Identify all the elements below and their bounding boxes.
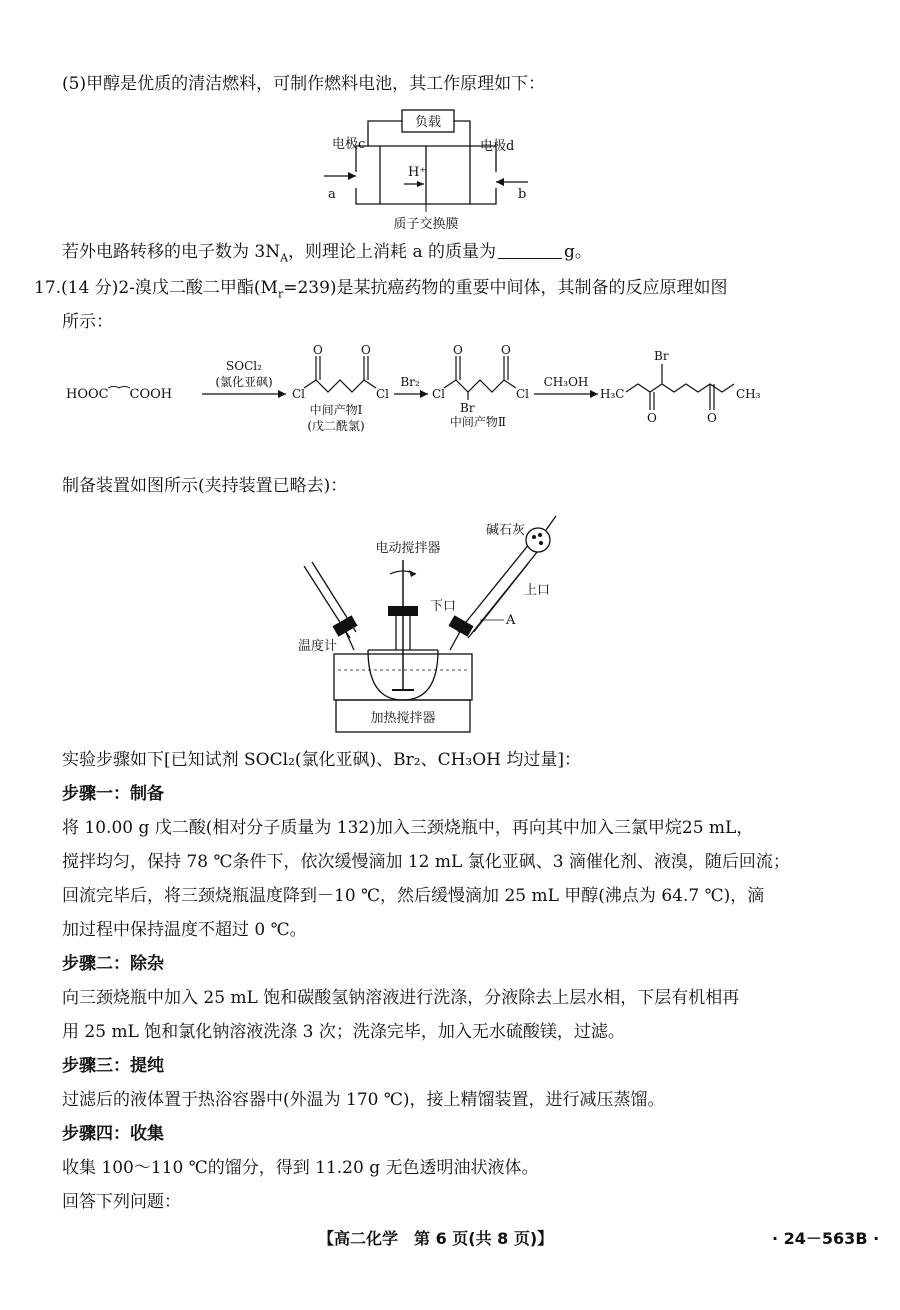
step2-line: 向三颈烧瓶中加入 25 mL 饱和碳酸氢钠溶液进行洗涤，分液除去上层水相，下层有机相再 [62, 988, 740, 1008]
step1-line: 将 10.00 g 戊二酸(相对分子质量为 132)加入三颈烧瓶中，再向其中加入三氯甲烷25 mL， [62, 818, 754, 838]
page-footer: 【高二化学 第 6 页(共 8 页)】 [318, 1229, 554, 1248]
thermometer-label: 温度计 [298, 639, 338, 654]
int2-label: 中间产物Ⅱ [449, 415, 507, 429]
inlet-b-label: b [518, 187, 527, 202]
q16-5-sub: A [280, 251, 289, 265]
label-a: A [506, 613, 516, 628]
load-label: 负载 [414, 115, 442, 130]
electrode-c-label: 电极c [332, 137, 366, 152]
reagent3-label: CH₃OH [543, 375, 589, 389]
upper-port-label: 上口 [524, 583, 551, 598]
step3-title: 步骤三：提纯 [62, 1056, 164, 1076]
q16-5-text-a: 若外电路转移的电子数为 3N [62, 242, 281, 262]
q16-5-intro: (5)甲醇是优质的清洁燃料，可制作燃料电池，其工作原理如下： [62, 74, 546, 94]
product-o1: O [647, 411, 657, 425]
int2-o2: O [501, 343, 511, 357]
stirrer-label: 电动搅拌器 [375, 541, 441, 556]
step3-line: 过滤后的液体置于热浴容器中(外温为 170 ℃)，接上精馏装置，进行减压蒸馏。 [62, 1090, 665, 1110]
int1-cl2: Cl [376, 387, 390, 401]
reaction-scheme [60, 340, 780, 440]
q16-5-text-b: ，则理论上消耗 a 的质量为 [288, 242, 497, 262]
inlet-a-label: a [328, 187, 336, 202]
answer-prompt: 回答下列问题： [62, 1192, 181, 1212]
step1-line: 搅拌均匀，保持 78 ℃条件下，依次缓慢滴加 12 mL 氯化亚砜、3 滴催化剂、液溴，随后回流； [62, 852, 790, 872]
q17-stem-b: =239)是某抗癌药物的重要中间体，其制备的反应原理如图 [283, 278, 728, 298]
int1-note: (戊二酰氯) [307, 419, 365, 433]
apparatus-diagram [290, 510, 590, 740]
q16-5-question [62, 240, 592, 270]
reactant-label: HOOC⁀⁀COOH [66, 387, 173, 402]
q16-5-unit: g。 [564, 242, 592, 262]
step4-title: 步骤四：收集 [62, 1124, 164, 1144]
product-ch3: CH₃ [736, 387, 761, 401]
int1-cl1: Cl [292, 387, 306, 401]
lower-port-label: 下口 [430, 599, 457, 614]
step4-line: 收集 100～110 ℃的馏分，得到 11.20 g 无色透明油状液体。 [62, 1158, 539, 1178]
q17-stem-line1 [34, 276, 728, 306]
step2-line: 用 25 mL 饱和氯化钠溶液洗涤 3 次；洗涤完毕，加入无水硫酸镁，过滤。 [62, 1022, 625, 1042]
q17-number: 17. [34, 278, 62, 298]
answer-blank[interactable] [498, 242, 562, 259]
soda-lime-label: 碱石灰 [486, 523, 526, 538]
electrode-d-label: 电极d [480, 139, 515, 154]
reagent1-note: (氯化亚砜) [215, 375, 273, 389]
int2-cl2: Cl [516, 387, 530, 401]
step2-title: 步骤二：除杂 [62, 954, 164, 974]
apparatus-intro: 制备装置如图所示(夹持装置已略去)： [62, 476, 348, 496]
int2-br: Br [460, 401, 475, 415]
product-o2: O [707, 411, 717, 425]
int1-label: 中间产物Ⅰ [309, 403, 363, 417]
step1-title: 步骤一：制备 [62, 784, 164, 804]
h-plus-label: H⁺ [408, 165, 427, 180]
q17-stem-a: 2-溴戊二酸二甲酯(M [118, 278, 278, 298]
int1-o1: O [313, 343, 323, 357]
q17-stem-line2: 所示： [62, 312, 113, 332]
product-br: Br [654, 349, 669, 363]
product-h3c: H₃C [600, 387, 625, 401]
membrane-label: 质子交换膜 [393, 217, 459, 232]
int1-o2: O [361, 343, 371, 357]
reagent1-label: SOCl₂ [226, 359, 262, 373]
exam-code: · 24－563B · [772, 1229, 880, 1248]
q17-score: (14 分) [61, 278, 119, 298]
heater-label: 加热搅拌器 [370, 711, 436, 726]
int2-o1: O [453, 343, 463, 357]
q17-stem-sub: r [277, 287, 284, 301]
int2-cl1: Cl [432, 387, 446, 401]
fuel-cell-diagram [320, 104, 540, 234]
steps-intro: 实验步骤如下[已知试剂 SOCl₂(氯化亚砜)、Br₂、CH₃OH 均过量]： [62, 750, 582, 770]
step1-line: 回流完毕后，将三颈烧瓶温度降到－10 ℃，然后缓慢滴加 25 mL 甲醇(沸点为 64.7 ℃)，滴 [62, 886, 765, 906]
reagent2-label: Br₂ [400, 375, 420, 389]
step1-line: 加过程中保持温度不超过 0 ℃。 [62, 920, 307, 940]
